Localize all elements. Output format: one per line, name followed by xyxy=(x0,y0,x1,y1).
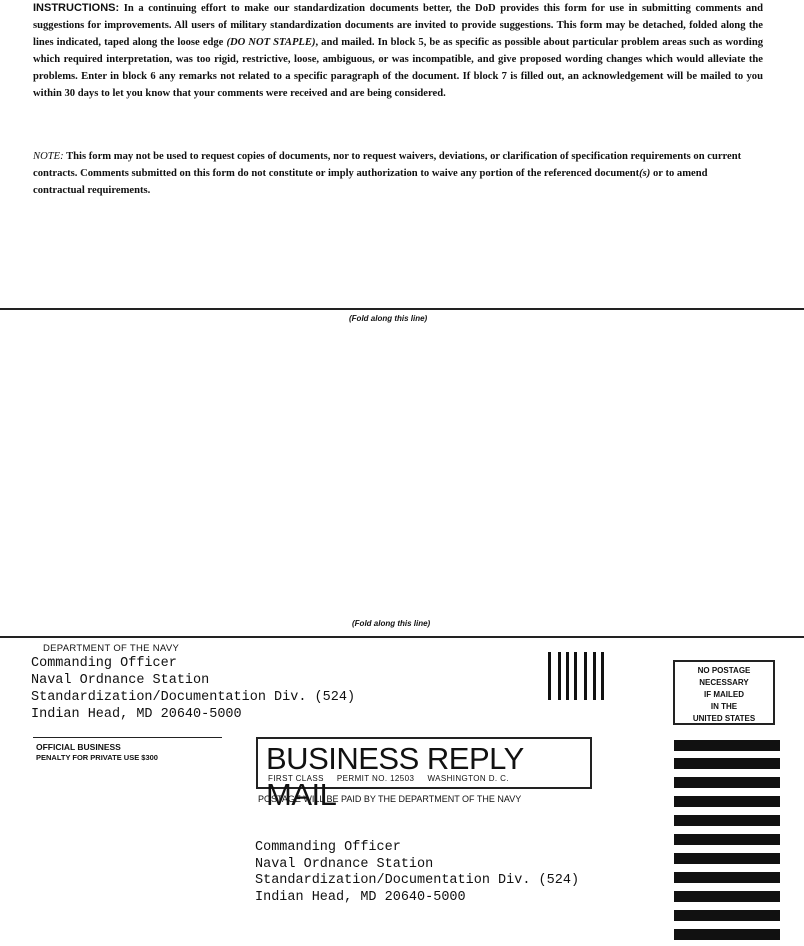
reply-bar xyxy=(674,777,780,788)
business-reply-bars xyxy=(674,740,781,946)
recipient-line-3: Standardization/Documentation Div. (524) xyxy=(255,873,580,888)
reply-bar xyxy=(674,853,780,864)
recipient-line-2: Naval Ordnance Station xyxy=(255,857,434,872)
postage-line-3: IF MAILED xyxy=(704,690,744,699)
reply-bar xyxy=(674,796,780,807)
fold-line-top xyxy=(0,308,804,310)
business-reply-title: BUSINESS REPLY MAIL xyxy=(266,741,524,812)
reply-bar xyxy=(674,740,780,751)
note-lead: NOTE: xyxy=(33,151,64,162)
fold-label-top: (Fold along this line) xyxy=(349,314,428,323)
recipient-line-1: Commanding Officer xyxy=(255,840,401,855)
reply-bar xyxy=(674,758,780,769)
business-reply-permit: FIRST CLASS PERMIT NO. 12503 WASHINGTON D. C. xyxy=(268,774,509,783)
sender-department: DEPARTMENT OF THE NAVY xyxy=(43,643,180,654)
sender-line-3: Standardization/Documentation Div. (524) xyxy=(31,690,356,705)
recipient-line-4: Indian Head, MD 20640-5000 xyxy=(255,890,466,905)
instructions-lead: INSTRUCTIONS: xyxy=(33,2,120,14)
note-italic: (s) xyxy=(639,168,651,179)
note-paragraph xyxy=(33,148,753,199)
reply-bar xyxy=(674,929,780,940)
postage-paid-text: POSTAGE WILL BE PAID BY THE DEPARTMENT OF THE NAVY xyxy=(258,794,522,804)
fim-bar xyxy=(584,652,587,700)
official-business xyxy=(36,742,158,762)
reply-bar xyxy=(674,891,780,902)
fim-bar xyxy=(558,652,561,700)
reply-bar xyxy=(674,910,780,921)
fim-bar xyxy=(593,652,596,700)
fold-label-bottom: (Fold along this line) xyxy=(352,619,431,628)
instructions-text-2: , and mailed. In block 5, be as specific as possible about particular problem areas such as wording which required interpretation, was too rigid, restrictive, loose, ambiguous, or was incompatible, and give proposed wording changes which would alleviate the problems. Enter in block 6 any remarks not related to a specific paragraph of the document. If block 7 is filled out, an acknowledgement will be mailed to you within 30 days to let you know that your comments were received and are being considered. xyxy=(33,37,764,99)
fim-bar xyxy=(574,652,577,700)
fim-bar xyxy=(566,652,569,700)
sender-line-2: Naval Ordnance Station xyxy=(31,673,210,688)
no-postage-box xyxy=(673,660,775,725)
official-business-title: OFFICIAL BUSINESS xyxy=(36,742,121,752)
facing-identification-marks xyxy=(548,652,608,700)
sender-line-4: Indian Head, MD 20640-5000 xyxy=(31,707,242,722)
note-text-2: or to amend contractual requirements. xyxy=(33,168,708,196)
postage-line-5: UNITED STATES xyxy=(692,714,756,723)
postage-line-1: NO POSTAGE xyxy=(697,666,751,675)
postage-line-4: IN THE xyxy=(710,702,738,711)
instructions-italic: (DO NOT STAPLE) xyxy=(226,37,316,48)
reply-bar xyxy=(674,834,780,845)
instructions-paragraph xyxy=(33,0,763,102)
official-divider xyxy=(33,737,222,738)
note-text-1: This form may not be used to request copies of documents, nor to request waivers, deviations, or clarification of specification requirements on current contracts. Comments submitted on this form do not constitute or imply authorization to waive any portion of the referenced document xyxy=(33,151,742,179)
fim-bar xyxy=(601,652,604,700)
postage-line-2: NECESSARY xyxy=(699,678,749,687)
penalty-text: PENALTY FOR PRIVATE USE $300 xyxy=(36,753,158,762)
fim-bar xyxy=(548,652,551,700)
sender-line-1: Commanding Officer xyxy=(31,656,177,671)
reply-bar xyxy=(674,815,780,826)
reply-bar xyxy=(674,872,780,883)
fold-line-bottom xyxy=(0,636,804,638)
instructions-text-1: In a continuing effort to make our standardization documents better, the DoD provides this form for use in submitting comments and suggestions for improvements. All users of military standardization documents are invited to provide suggestions. This form may be detached, folded along the lines indicated, taped along the loose edge xyxy=(33,3,763,48)
